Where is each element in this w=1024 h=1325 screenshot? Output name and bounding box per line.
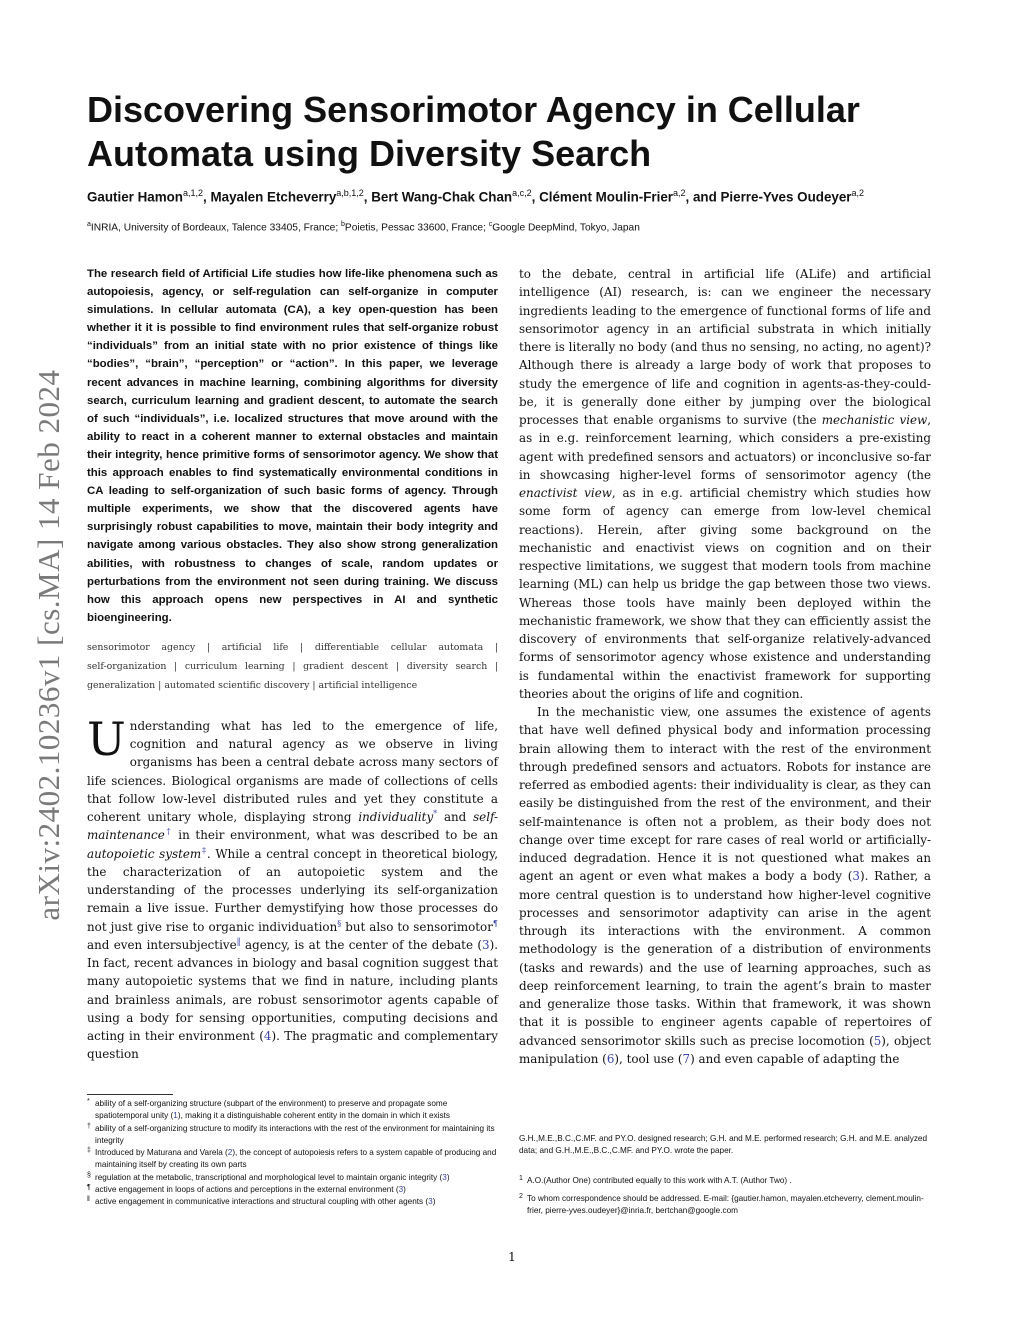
keyword: differentiable cellular automata	[314, 641, 484, 653]
keyword-separator: |	[300, 641, 304, 653]
keyword: artificial life	[221, 641, 289, 653]
footnote	[87, 1147, 499, 1172]
paper-title: Discovering Sensorimotor Agency in Cellular Automata using Diversity Search	[87, 89, 860, 174]
abstract: The research field of Artificial Life studies how life-like phenomena such as autopoiesis, agency, or self-regulation can self-organize in computer simulations. In cellular automata (CA), a key open-question has been whether it it is possible to find environment rules that self-organize robust “individuals” from an initial state with no prior existence of things like “bodies”, “brain”, “perception” or “action”. In this paper, we leverage recent advances in machine learning, combining algorithms for diversity search, curriculum learning and gradient descent, to automate the search of such “individuals”, i.e. localized structures that move around with the ability to react in a coherent manner to external obstacles and maintain their integrity, hence primitive forms of sensorimotor agency. We show that this approach enables to find systematically environmental conditions in CA leading to self-organization of such basic forms of agency. Through multiple experiments, we show that the discovered agents have surprisingly robust capabilities to move, maintain their body integrity and navigate among various obstacles. They also show strong generalization abilities, with robustness to changes of scale, random updates or perturbations from the environment not seen during training. We discuss how this approach opens new perspectives in AI and synthetic bioengineering.	[87, 268, 498, 624]
keyword: curriculum learning	[184, 660, 285, 672]
drop-cap: U	[87, 711, 126, 766]
author-name: Gautier Hamon	[87, 189, 183, 205]
author-separator: ,	[363, 189, 372, 205]
citation-link[interactable]: 1	[173, 1111, 178, 1121]
keyword: artificial intelligence	[318, 679, 418, 691]
keyword-separator: |	[292, 660, 296, 672]
author-footnotes	[519, 1175, 931, 1218]
arxiv-identifier: arXiv:2402.10236v1 [cs.MA] 14 Feb 2024	[31, 369, 66, 921]
footnote-text-tail: ), the concept of autopoiesis refers to a system capable of producing and maintaining itself by creating its own parts	[95, 1148, 497, 1170]
affiliation-text: INRIA, University of Bordeaux, Talence 33405, France;	[90, 222, 342, 234]
author-note	[519, 1175, 931, 1187]
author-note	[519, 1193, 931, 1218]
footnote-mark: ‡	[87, 1147, 91, 1155]
footnote-ref[interactable]: ‖	[236, 936, 241, 946]
affiliation-text: Google DeepMind, Tokyo, Japan	[492, 222, 640, 234]
citation-link[interactable]: 3	[428, 1197, 433, 1207]
author-note-text: To whom correspondence should be addressed. E-mail: {gautier.hamon, mayalen.etcheverry, clement.moulin-frier, pierre-yves.oudeyer}@inria.fr, bertchan@google.com	[527, 1193, 924, 1216]
keyword: self-organization	[87, 660, 167, 672]
keyword-separator: |	[206, 641, 211, 653]
introduction-paragraph: Understanding what has led to the emergence of life, cognition and natural agency as we observe in living organisms has been a central debate across many sectors of life sciences. Biological organisms are made of collections of cells that follow low-level distributed rules and yet they constitute a coherent unitary whole, displaying strong individuality* and self-maintenance† in their environment, what was described to be an autopoietic system‡. While a central concept in theoretical biology, the characterization of an autopoietic system and the understanding of the processes underlying its self-organization remain a live issue. Further demystifying how those processes do not just give rise to organic individuation§ but also to sensorimotor¶ and even intersubjective‖ agency, is at the center of the debate (3). In fact, recent advances in biology and basal cognition suggest that many autopoietic systems that we find in nature, including plants and brainless animals, are robust sensorimotor agents capable of using a body for sensing opportunities, computing decisions and acting in their environment (4). The pragmatic and complementary question	[87, 711, 499, 1062]
body-paragraph-continued: to the debate, central in artificial life (ALife) and artificial intelligence (AI) research, is: can we engineer the necessary ingredients leading to the emergence of functional forms of life and sensorimotor agency in an artificial substrata in which initially there is literally no body (and thus no sensing, no acting, no agent)? Although there is already a large body of work that proposes to study the emergence of life and cognition in agents-as-they-could-be, it is generally done either by jumping over the biological processes that enable organisms to survive (the mechanistic view, as in e.g. reinforcement learning, which considers a pre-existing agent with predefined sensors and actuators) or inconclusive so-far in showcasing higher-level forms of sensorimotor agency (the enactivist view, as in e.g. artificial chemistry which studies how some form of agency can emerge from low-level chemical reactions). Herein, after giving some background on the mechanistic and enactivist views on cognition and on their respective limitations, we suggest that modern tools from machine learning (ML) can help us bridge the gap between those two views. Whereas those tools have mainly been deployed within the mechanistic framework, we show that they can efficiently assist the discovery of environments that self-organize relatively-advanced forms of sensorimotor agency whose existence and understanding is fundamental within the enactivist framework for supporting theories about the origins of life and cognition.	[519, 267, 931, 701]
footnote-mark: †	[87, 1122, 91, 1130]
footnote-ref[interactable]: §	[337, 918, 342, 928]
footnote-text: active engagement in communicative interactions and structural coupling with other agents (	[95, 1197, 429, 1207]
footnote-ref[interactable]: ‡	[201, 845, 207, 855]
keyword: sensorimotor agency	[87, 641, 196, 653]
keyword-separator: |	[312, 679, 316, 691]
citation-link[interactable]: 3	[482, 937, 490, 952]
citation-link[interactable]: 5	[873, 1033, 882, 1048]
keyword: automated scientific discovery	[164, 679, 310, 691]
keyword: diversity search	[406, 660, 488, 672]
footnotes	[87, 1098, 499, 1209]
affiliation-text: Poietis, Pessac 33600, France;	[344, 222, 489, 234]
keyword: gradient descent	[303, 660, 389, 672]
citation-link[interactable]: 3	[442, 1172, 447, 1182]
keyword-separator: |	[158, 679, 162, 691]
footnote-mark: *	[87, 1098, 90, 1105]
footnote	[87, 1098, 499, 1123]
citation-link[interactable]: 6	[606, 1051, 615, 1066]
author-name: Mayalen Etcheverry	[210, 189, 337, 205]
footnote-divider	[87, 1094, 173, 1095]
affiliation-mark: a	[87, 221, 91, 228]
footnote-ref[interactable]: *	[433, 809, 438, 819]
citation-link[interactable]: 2	[227, 1148, 233, 1158]
footnote-text: Introduced by Maturana and Varela (	[95, 1148, 228, 1158]
footnote-text-tail: ), making it a distinguishable coherent entity in the domain in which it exists	[177, 1111, 450, 1121]
author-affiliation-marks: a,b,1,2	[336, 188, 364, 198]
author-note-mark: 1	[519, 1174, 523, 1182]
author-name: Pierre-Yves Oudeyer	[720, 189, 852, 205]
keyword: generalization	[87, 679, 156, 691]
footnote-mark: ‖	[87, 1196, 90, 1204]
citation-link[interactable]: 4	[263, 1029, 272, 1044]
author-affiliation-marks: a,1,2	[182, 188, 204, 198]
citation-link[interactable]: 7	[682, 1051, 691, 1066]
author-notes	[519, 1133, 931, 1223]
footnote-text: ability of a self-organizing structure to modify its interactions with the rest of the environment for maintaining its integrity	[95, 1123, 495, 1145]
footnote-ref[interactable]: †	[164, 827, 173, 837]
keyword-separator: |	[494, 641, 499, 653]
author-separator: , and	[685, 189, 721, 205]
author-affiliation-marks: a,c,2	[512, 188, 532, 198]
keyword-separator: |	[494, 660, 499, 672]
footnote-text: regulation at the metabolic, transcriptional and morphological level to maintain organic integrity (	[95, 1172, 443, 1182]
author-list	[87, 184, 957, 206]
footnote-text: active engagement in loops of actions and perceptions in the external environment (	[95, 1185, 399, 1195]
author-name: Clément Moulin-Frier	[539, 189, 673, 205]
affiliation-mark: c	[488, 221, 493, 228]
body-paragraph-mechanistic-view: In the mechanistic view, one assumes the existence of agents that have well defined physical body and information processing brain allowing them to interact with the rest of the environment through predefined sensors and actuators. Robots for instance are referred as embodied agents: their individuality is clear, as they can easily be distinguished from the rest of the environment, and their self-maintenance is often not a problem, as their body does not change over time except for rare cases of real world or artificially-induced degradation. Hence it is not questioned what makes an agent an agent or even what makes a body a body (3). Rather, a more central question is to understand how higher-level cognitive processes and sensorimotor adaptivity can arise in the agent through its interactions with the environment. A common methodology is the generation of a distribution of environments (tasks and rewards) and the use of learning approaches, such as deep reinforcement learning, to train the agent’s brain to master and generalize those tasks. Within that framework, it was shown that it is possible to engineer agents capable of repertoires of advanced sensorimotor skills such as precise locomotion (5), object manipulation (6), tool use (7) and even capable of adapting the	[519, 705, 931, 1066]
footnote	[87, 1196, 499, 1208]
author-affiliation-marks: a,2	[673, 188, 686, 198]
keywords	[87, 638, 498, 695]
page-number: 1	[508, 1250, 516, 1264]
footnote	[87, 1123, 499, 1148]
author-separator: ,	[531, 189, 540, 205]
author-affiliation-marks: a,2	[851, 188, 865, 198]
footnote	[87, 1184, 499, 1196]
left-column	[87, 265, 498, 1064]
arxiv-identifier-stamp	[28, 345, 70, 945]
keyword-separator: |	[395, 660, 400, 672]
footnote-text-tail: )	[403, 1185, 406, 1195]
author-note-text: A.O.(Author One) contributed equally to this work with A.T. (Author Two) .	[527, 1175, 792, 1185]
author-separator: ,	[203, 189, 211, 205]
footnote-mark: §	[87, 1171, 91, 1179]
author-contributions: G.H.,M.E.,B.C.,C.MF. and PY.O. designed research; G.H. and M.E. performed research; G.H. and M.E. analyzed data; and G.H.,M.E.,B.C.,C.MF. and PY.O. wrote the paper.	[519, 1134, 928, 1156]
footnote-text-tail: )	[446, 1172, 450, 1182]
footnote-text: ability of a self-organizing structure (subpart of the environment) to preserve and propagate some spatiotemporal unity (	[95, 1099, 448, 1121]
footnote-mark: ¶	[87, 1184, 91, 1192]
affiliation-mark: b	[341, 221, 345, 228]
keyword-separator: |	[174, 660, 178, 672]
affiliations	[87, 218, 957, 235]
author-name: Bert Wang-Chak Chan	[371, 189, 513, 205]
right-column	[519, 265, 931, 1068]
citation-link[interactable]: 3	[398, 1185, 404, 1195]
footnote-text-tail: )	[432, 1197, 436, 1207]
citation-link[interactable]: 3	[852, 869, 860, 884]
footnote	[87, 1172, 499, 1184]
footnote-ref[interactable]: ¶	[492, 918, 498, 928]
author-note-mark: 2	[519, 1192, 523, 1200]
